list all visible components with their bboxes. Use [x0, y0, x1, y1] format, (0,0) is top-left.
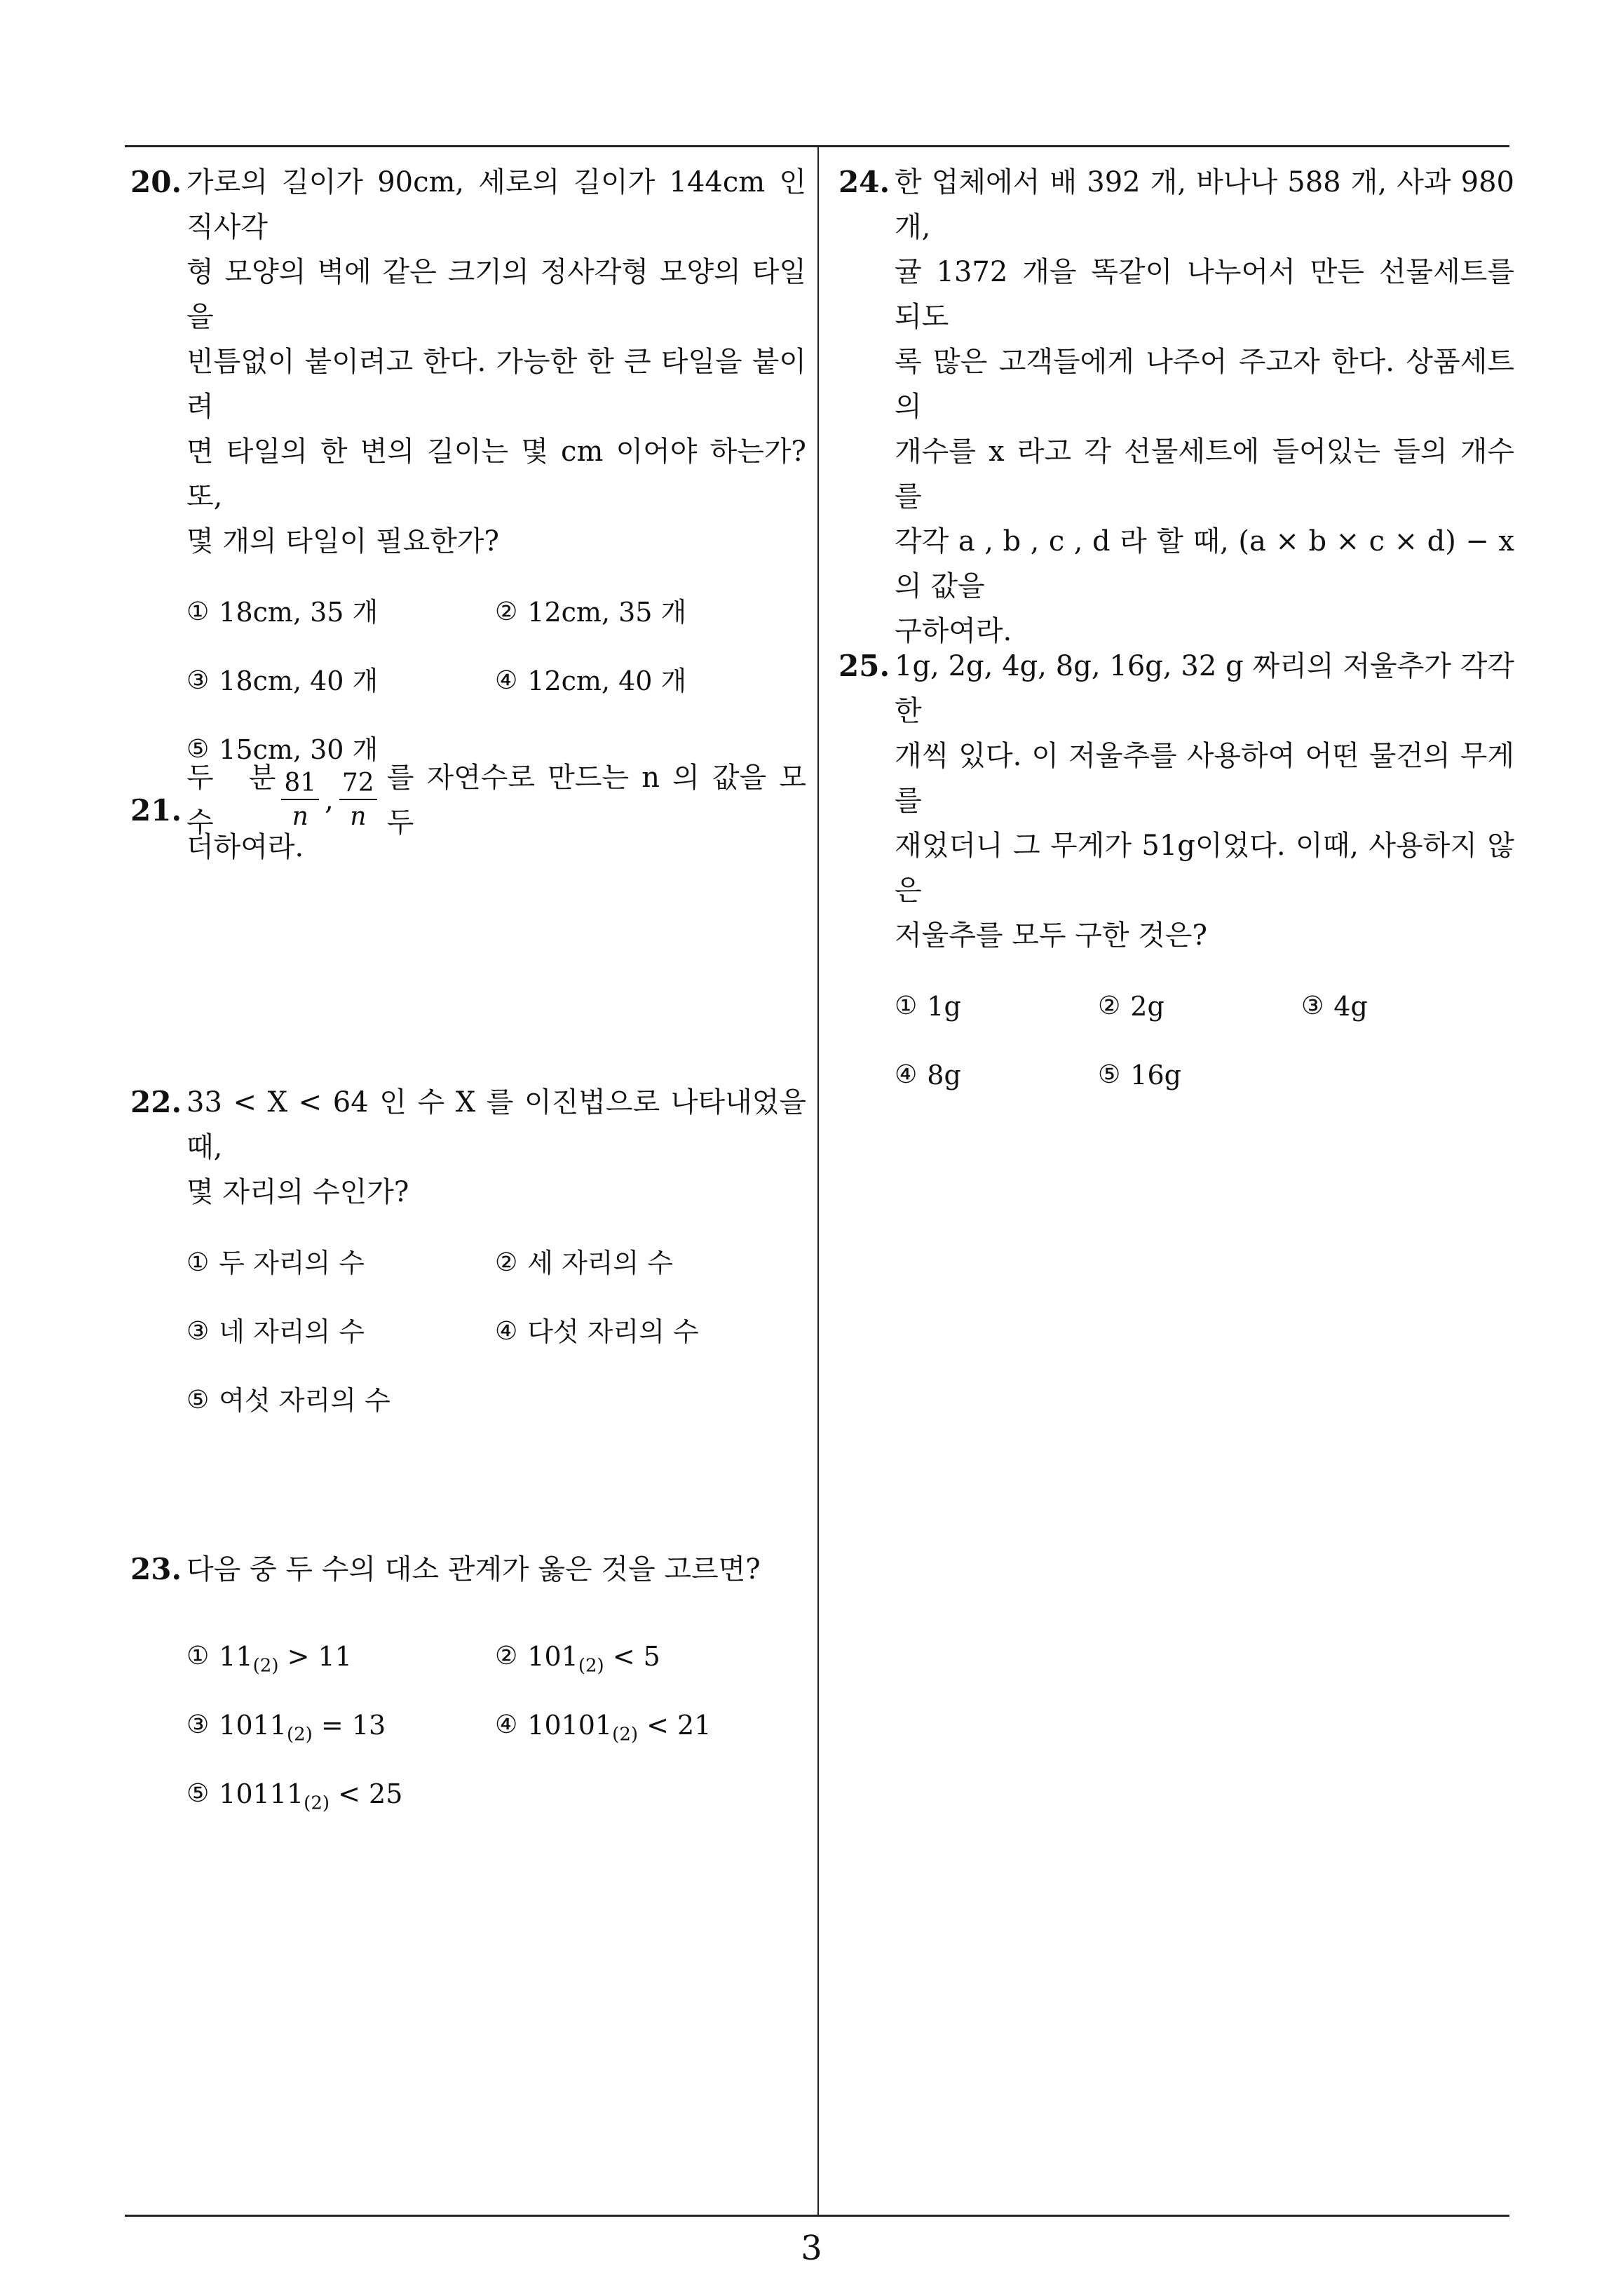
answer-options: [895, 972, 1514, 1109]
question-number: 25.: [838, 649, 890, 683]
option-1[interactable]: ① 1g: [895, 991, 961, 1022]
question-number: 24.: [838, 165, 890, 199]
option-1[interactable]: ① $11_{(2)} > 11$: [186, 1641, 352, 1677]
question-21: [130, 762, 806, 870]
question-stem: 두 분수 $\frac{81}{n}$ , $\frac{72}{n}$ 를 자연수로 만드는 n 의 값을 모두 더하여라.: [186, 762, 806, 863]
option-5[interactable]: ⑤ 15cm, 30 개: [186, 734, 379, 765]
question-stem: 33 < X < 64 인 수 X 를 이진법으로 나타내었을 때, 몇 자리의 수인가?: [186, 1086, 806, 1208]
option-5[interactable]: ⑤ 여섯 자리의 수: [186, 1385, 391, 1416]
option-4[interactable]: ④ $10101_{(2)} < 21$: [495, 1710, 712, 1745]
option-4[interactable]: ④ 다섯 자리의 수: [495, 1316, 699, 1347]
option-2[interactable]: ② 12cm, 35 개: [495, 597, 687, 628]
option-2[interactable]: ② 세 자리의 수: [495, 1248, 673, 1278]
question-23: [130, 1547, 806, 1833]
fraction-72-over-n: $\frac{72}{n}$: [339, 771, 377, 830]
answer-options: [186, 1229, 806, 1435]
question-20: [130, 160, 806, 784]
option-4[interactable]: ④ 12cm, 40 개: [495, 666, 687, 696]
question-25: [838, 644, 1514, 1109]
question-number: 21.: [130, 793, 182, 828]
option-3[interactable]: ③ 네 자리의 수: [186, 1316, 365, 1347]
answer-options: [186, 578, 806, 784]
question-number: 22.: [130, 1085, 182, 1119]
question-stem: 다음 중 두 수의 대소 관계가 옳은 것을 고르면?: [186, 1553, 761, 1586]
option-1[interactable]: ① 18cm, 35 개: [186, 597, 379, 628]
question-stem: 한 업체에서 배 392 개, 바나나 588 개, 사과 980 개, 귤 1372 개을 똑같이 나누어서 만든 선물세트를 되도 록 많은 고객들에게 나주어 주고자 한다. 상품세트의 개수를 x 라고 각 선물세트에 들어있는 들의 개수를 각각 a , b , c , d 라 할 때, (a × b × c × d) − x 의 값을 구하여라.: [895, 166, 1514, 647]
option-3[interactable]: ③ 18cm, 40 개: [186, 666, 379, 696]
option-5[interactable]: ⑤ $10111_{(2)} < 25$: [186, 1778, 403, 1814]
option-5[interactable]: ⑤ 16g: [1098, 1060, 1181, 1090]
option-4[interactable]: ④ 8g: [895, 1060, 961, 1090]
question-number: 20.: [130, 165, 182, 199]
option-2[interactable]: ② 2g: [1098, 991, 1164, 1022]
question-stem: 1g, 2g, 4g, 8g, 16g, 32 g 짜리의 저울추가 각각 한 개씩 있다. 이 저울추를 사용하여 어떤 물건의 무게를 재었더니 그 무게가 51g이었다. 이때, 사용하지 않은 저울추를 모두 구한 것은?: [895, 650, 1514, 952]
fraction-81-over-n: $\frac{81}{n}$: [281, 771, 319, 830]
question-stem: 가로의 길이가 90cm, 세로의 길이가 144cm 인 직사각 형 모양의 벽에 같은 크기의 정사각형 모양의 타일을 빈틈없이 붙이려고 한다. 가능한 한 큰 타일을 붙이려 면 타일의 한 변의 길이는 몇 cm 이어야 하는가? 또, 몇 개의 타일이 필요한가?: [186, 166, 806, 558]
option-2[interactable]: ② $101_{(2)} < 5$: [495, 1641, 660, 1677]
question-24: [838, 160, 1514, 654]
bottom-rule: [125, 2215, 1509, 2217]
question-22: [130, 1080, 806, 1435]
option-3[interactable]: ③ 4g: [1301, 991, 1368, 1022]
option-3[interactable]: ③ $1011_{(2)} = 13$: [186, 1710, 386, 1745]
answer-options: [186, 1627, 806, 1833]
page-number: 3: [801, 2229, 822, 2268]
question-number: 23.: [130, 1552, 182, 1586]
option-1[interactable]: ① 두 자리의 수: [186, 1248, 365, 1278]
column-divider: [817, 145, 819, 2215]
